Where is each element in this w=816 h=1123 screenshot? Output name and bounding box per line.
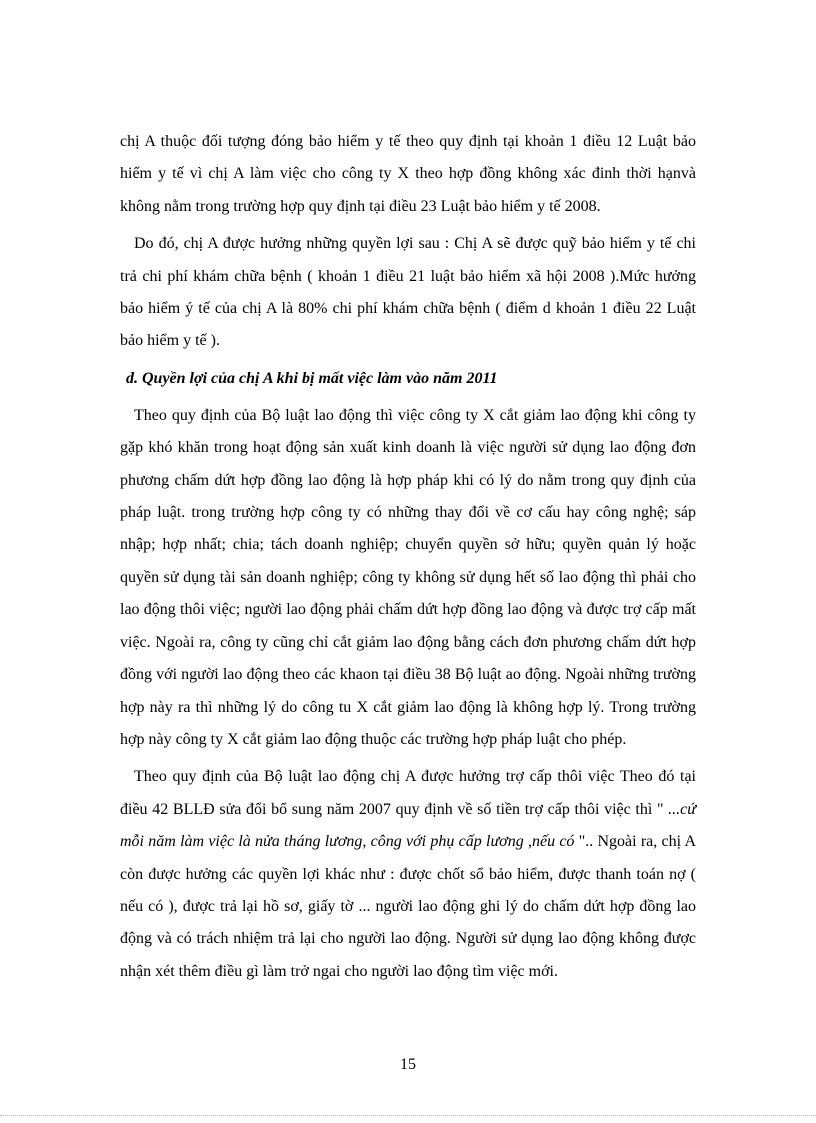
paragraph-4-text-before: Theo quy định của Bộ luật lao động chị A được hưởng trợ cấp thôi việc Theo đó tại điều 42 BLLĐ sửa đổi bổ sung năm 2007 quy định về số tiền trợ cấp thôi việc thì " — [120, 768, 696, 818]
paragraph-2: Do đó, chị A được hưởng những quyền lợi sau : Chị A sẽ được quỹ bảo hiểm y tế chi trả chi phí khám chữa bệnh ( khoản 1 điều 21 luật bảo hiểm xã hội 2008 ).Mức hưởng bảo hiểm ý tế của chị A là 80% chi phí khám chữa bệnh ( điểm d khoản 1 điều 22 Luật bảo hiểm y tế ). — [120, 235, 696, 350]
document-body — [120, 126, 696, 988]
section-heading: d. Quyền lợi của chị A khi bị mất việc làm vào năm 2011 — [126, 369, 498, 387]
page-bottom-divider — [0, 1115, 816, 1116]
paragraph-1: chị A thuộc đối tượng đóng bảo hiểm y tế theo quy định tại khoản 1 điều 12 Luật bảo hiểm y tế vì chị A làm việc cho công ty X theo hợp đồng không xác đinh thời hạnvà không nằm trong trường hợp quy định tại điều 23 Luật bảo hiểm y tế 2008. — [120, 133, 696, 215]
paragraph-4-text-after: ".. Ngoài ra, chị A còn được hưởng các quyền lợi khác như : được chốt sổ bảo hiểm, được thanh toán nợ ( nếu có ), được trả lại hồ sơ, giấy tờ ... người lao động ghi lý do chấm dứt hợp đồng lao động và có trách nhiệm trả lại cho người lao động. Người sử dụng lao động không được nhận xét thêm điều gì làm trở ngai cho người lao động tìm việc mới. — [120, 833, 697, 980]
paragraph-4-quote: ...cứ mỗi năm làm việc là nửa tháng lương, công với phụ cấp lương ,nếu có — [120, 800, 696, 851]
paragraph-4 — [120, 761, 696, 988]
paragraph-3: Theo quy định của Bộ luật lao động thì việc công ty X cắt giảm lao động khi công ty gặp khó khăn trong hoạt động sản xuất kinh doanh là việc người sử dụng lao động đơn phương chấm dứt hợp đồng lao động là hợp pháp khi có lý do nằm trong quy định của pháp luật. trong trường hợp công ty có những thay đổi về cơ cấu hay công nghệ; sáp nhập; hợp nhất; chia; tách doanh nghiệp; chuyển quyền sở hữu; quyền quản lý hoặc quyền sử dụng tài sản doanh nghiệp; công ty không sử dụng hết số lao động thì phải cho lao động thôi việc; người lao động phải chấm dứt hợp đồng lao động và được trợ cấp mất việc. Ngoài ra, công ty cũng chỉ cắt giảm lao động bằng cách đơn phương chấm dứt hợp đồng với người lao động theo các khaon tại điều 38 Bộ luật ao động. Ngoài những trường hợp này ra thì những lý do công tu X cắt giảm lao động là không hợp lý. Trong trường hợp này công ty X cắt giảm lao động thuộc các trường hợp pháp luật cho phép. — [120, 406, 696, 748]
page-number: 15 — [400, 1056, 416, 1073]
